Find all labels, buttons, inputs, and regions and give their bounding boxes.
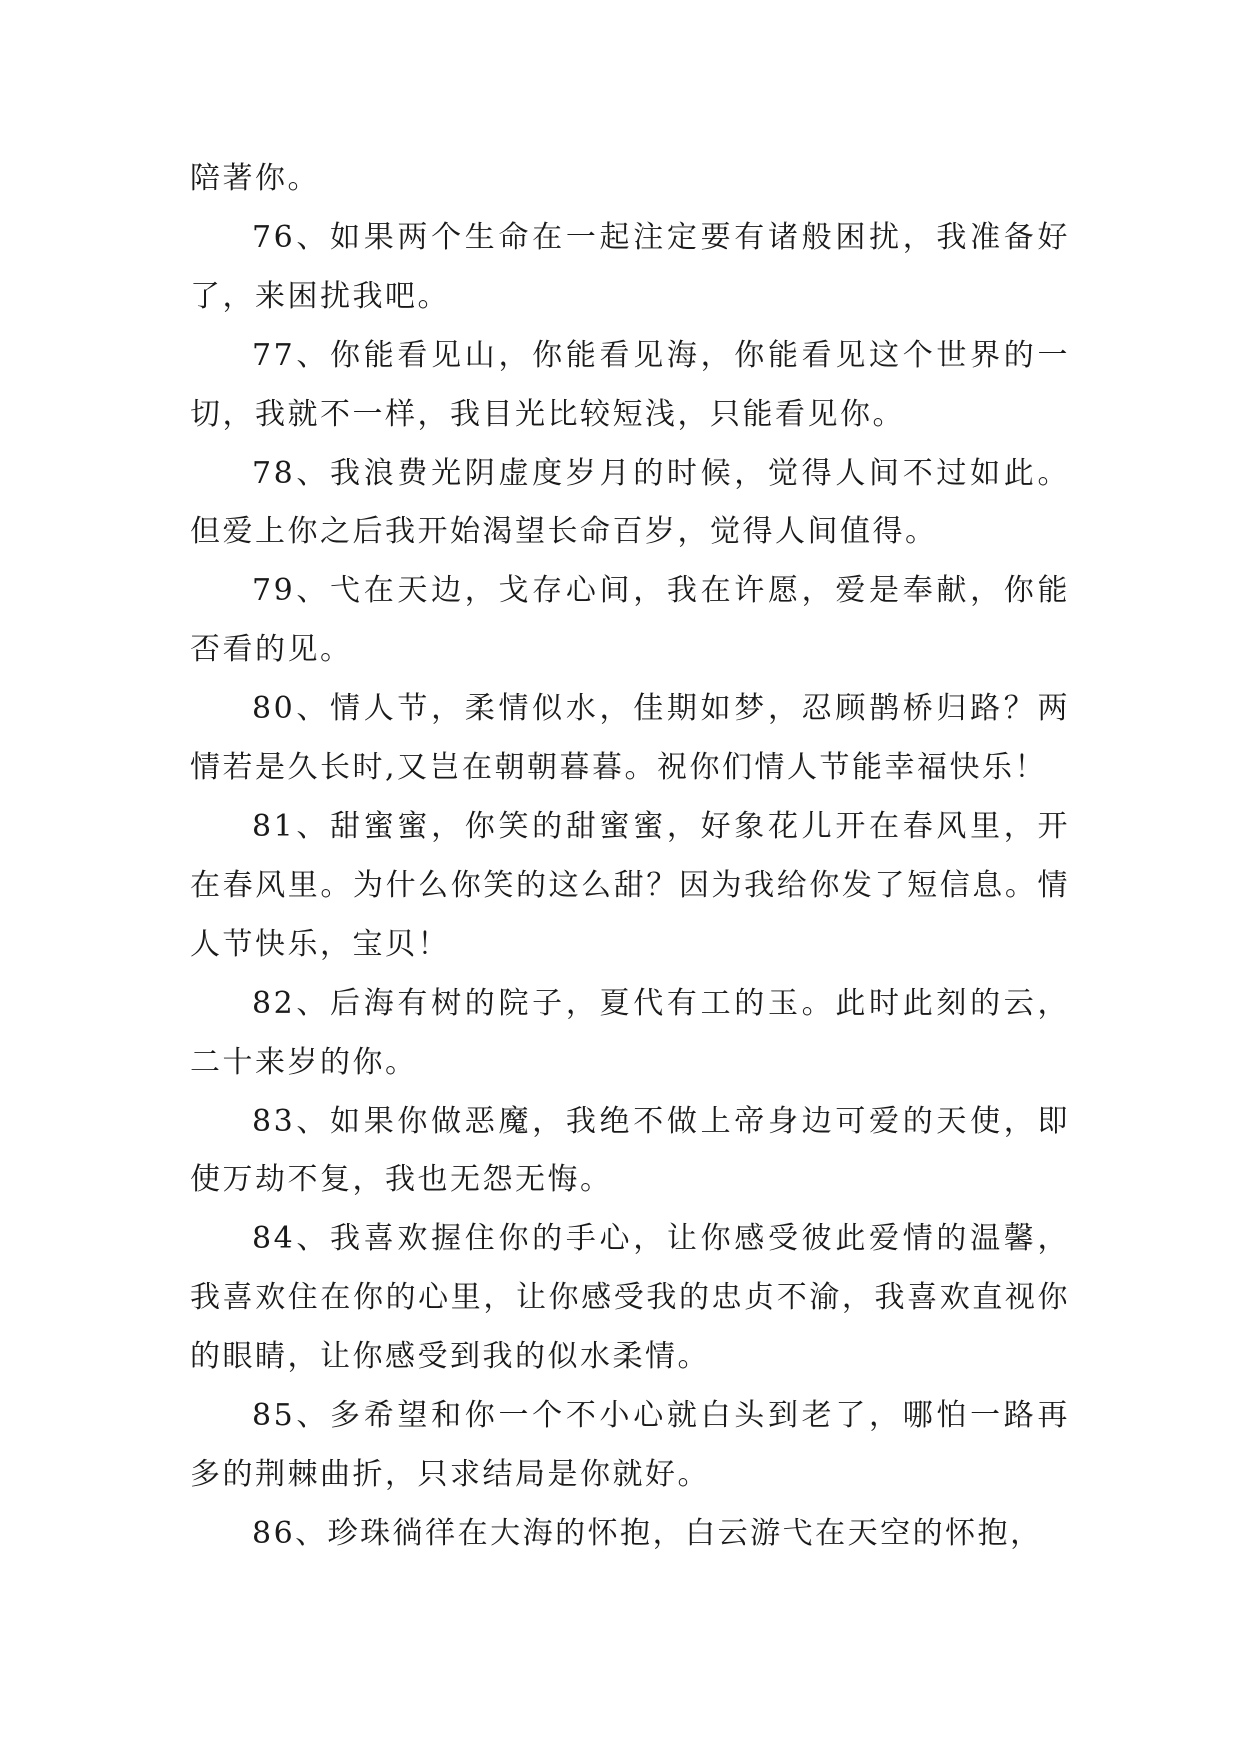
paragraph-81: 81、甜蜜蜜，你笑的甜蜜蜜，好象花儿开在春风里，开在春风里。为什么你笑的这么甜？因为我给你发了短信息。情人节快乐，宝贝！ <box>190 808 1070 962</box>
paragraph-82: 82、后海有树的院子，夏代有工的玉。此时此刻的云，二十来岁的你。 <box>190 985 1070 1080</box>
paragraph-77: 77、你能看见山，你能看见海，你能看见这个世界的一切，我就不一样，我目光比较短浅，只能看见你。 <box>190 337 1070 432</box>
document-body <box>190 150 1070 1564</box>
paragraph-80: 80、情人节，柔情似水，佳期如梦，忍顾鹊桥归路？两情若是久长时,又岂在朝朝暮暮。祝你们情人节能幸福快乐！ <box>190 691 1070 786</box>
paragraph-continuation: 陪著你。 <box>190 161 320 196</box>
paragraph-85: 85、多希望和你一个不小心就白头到老了，哪怕一路再多的荆棘曲折，只求结局是你就好。 <box>190 1398 1070 1492</box>
paragraph-78: 78、我浪费光阴虚度岁月的时候，觉得人间不过如此。但爱上你之后我开始渴望长命百岁，觉得人间值得。 <box>190 455 1070 550</box>
paragraph-86: 86、珍珠徜徉在大海的怀抱，白云游弋在天空的怀抱， <box>252 1515 1043 1551</box>
paragraph-83: 83、如果你做恶魔，我绝不做上帝身边可爱的天使，即使万劫不复，我也无怨无悔。 <box>190 1103 1070 1198</box>
paragraph-76: 76、如果两个生命在一起注定要有诸般困扰，我准备好了，来困扰我吧。 <box>190 219 1070 314</box>
paragraph-84: 84、我喜欢握住你的手心，让你感受彼此爱情的温馨，我喜欢住在你的心里，让你感受我的忠贞不渝，我喜欢直视你的眼睛，让你感受到我的似水柔情。 <box>190 1221 1070 1375</box>
paragraph-79: 79、弋在天边，戈存心间，我在许愿，爱是奉献，你能否看的见。 <box>190 573 1070 668</box>
